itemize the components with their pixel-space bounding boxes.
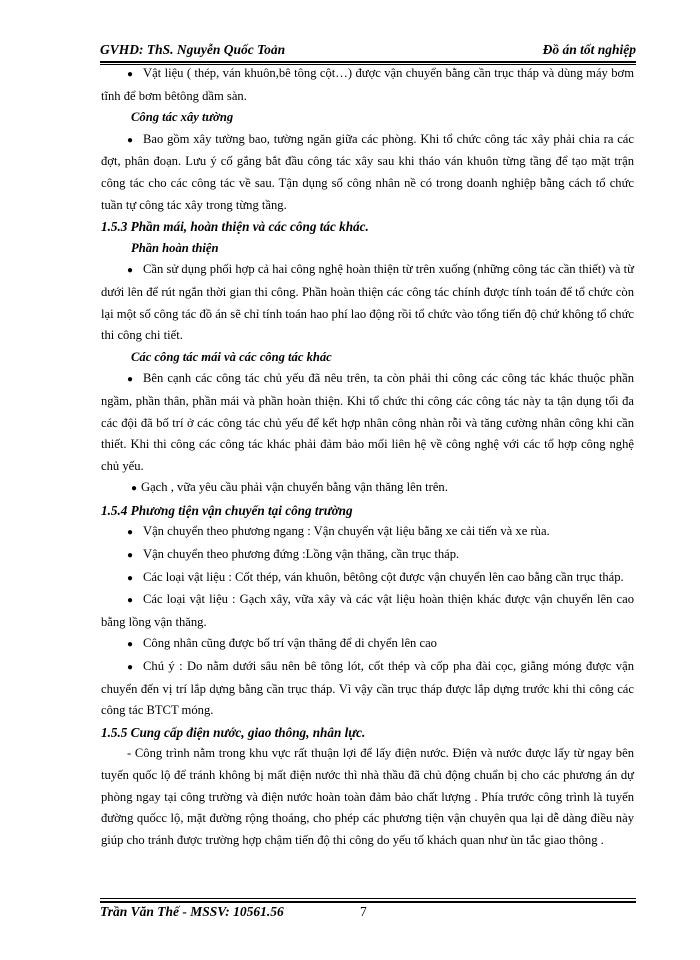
paragraph: ● Chú ý : Do nằm dưới sâu nên bê tông lót, cốt thép và cốp pha đài cọc, giằng móng được vận chuyển đến vị trí lắp dựng bằng cần trục tháp. Vì vậy cần trục tháp được lắp dựng trước khi thi công các công tác BTCT móng.: [101, 659, 634, 718]
paragraph: ● Công nhân cũng được bố trí vận thăng để di chyển lên cao: [101, 633, 634, 656]
bullet-icon: ●: [127, 69, 134, 80]
subheading: Phần hoàn thiện: [131, 240, 219, 255]
bullet-icon: ●: [127, 374, 134, 386]
document-body: [101, 63, 634, 851]
paragraph: ● Bên cạnh các công tác chủ yếu đã nêu trên, ta còn phải thi công các công tác khác thuộc phần ngầm, phần thân, phần mái và phần hoàn thiện. Khi tổ chức thi công các công tác này ta tận dụng tối đa các đội đã bố trí ở các công tác chủ yếu để kết hợp nhân công nhàn rỗi và tăng cường nhân công khi cần thiết. Khi thi công các công tác khác phải đảm bảo mối liên hệ về công nghệ với các tổ hợp công nghệ chủ yếu.: [101, 371, 634, 473]
section-heading: 1.5.5 Cung cấp điện nước, giao thông, nhân lực.: [101, 724, 366, 740]
page-header: [100, 42, 636, 62]
page-footer: [100, 904, 636, 924]
bullet-icon: ●: [127, 639, 134, 651]
paragraph: ● Vật liệu ( thép, ván khuôn,bê tông cột…) được vận chuyển bằng cần trục tháp và dùng máy bơm tĩnh để bơm bêtông dầm sàn.: [101, 66, 634, 103]
paragraph: ● Vận chuyển theo phương ngang : Vận chuyển vật liệu bằng xe cải tiến và xe rùa.: [101, 521, 634, 544]
subheading: Công tác xây tường: [131, 110, 234, 125]
paragraph: ● Các loại vật liệu : Cốt thép, ván khuôn, bêtông cột được vận chuyển lên cao bằng cần trục tháp.: [101, 567, 634, 590]
bullet-icon: ●: [127, 572, 134, 584]
paragraph: ● Các loại vật liệu : Gạch xây, vữa xây và các vật liệu hoàn thiện khác được vận chuyển lên cao bằng lồng vận thăng.: [101, 592, 634, 629]
paragraph: ● Vận chuyển theo phương đứng :Lồng vận thăng, cần trục tháp.: [101, 544, 634, 567]
header-supervisor: GVHD: ThS. Nguyễn Quốc Toản: [100, 42, 286, 57]
bullet-icon: ●: [127, 662, 134, 674]
bullet-icon: ●: [127, 595, 134, 607]
paragraph: ● Gạch , vữa yêu cầu phải vận chuyển bằng vận thăng lên trên.: [101, 477, 634, 500]
footer-rule-thin: [100, 898, 636, 899]
bullet-icon: ●: [127, 550, 134, 562]
footer-rule-thick: [100, 901, 636, 903]
paragraph: - Công trình nằm trong khu vực rất thuận lợi để lấy điện nước. Điện và nước được lấy từ ngay bên tuyến quốc lộ để tránh không bị mất điện nước thì nhà thầu đã chủ động chuẩn bị cho các phương án dự phòng ngay tại công trường và điện nước hoàn toàn đảm bảo chất lượng . Phía trước công trình là tuyến đường quốcc lộ, mặt đường rộng thoáng, cho phép các phương tiện vận chuyên qua lại dễ dàng điều này giúp cho tránh được trường hợp chậm tiến độ thi công do yếu tố khách quan như ùn tắc giao thông .: [101, 746, 634, 847]
bullet-icon: ●: [127, 527, 134, 539]
page-number: 7: [360, 904, 367, 919]
header-doc-title: Đồ án tốt nghiệp: [542, 42, 636, 57]
footer-author: Trần Văn Thế - MSSV: 10561.56: [100, 904, 284, 919]
bullet-icon: ●: [131, 483, 138, 495]
section-heading: 1.5.3 Phần mái, hoàn thiện và các công tác khác.: [101, 219, 369, 235]
paragraph: ● Bao gồm xây tường bao, tường ngăn giữa các phòng. Khi tổ chức công tác xây phải chia ra các đợt, phân đoạn. Lưu ý cố gắng bắt đầu công tác xây sau khi tháo ván khuôn từng tầng để tạo mặt trận công tác cho các công tác về sau. Tận dụng số công nhân nề có trong doanh nghiệp bằng cách tổ chức tuần tự công tác xây trong từng tầng.: [101, 131, 634, 212]
bullet-icon: ●: [127, 134, 134, 146]
section-heading: 1.5.4 Phương tiện vận chuyển tại công trường: [101, 502, 353, 518]
subheading: Các công tác mái và các công tác khác: [131, 349, 332, 364]
paragraph: ● Cần sử dụng phối hợp cả hai công nghệ hoàn thiện từ trên xuống (những công tác cần thiết) và từ dưới lên để rút ngắn thời gian thi công. Phần hoàn thiện các công tác chính được tính toán để tổ chức còn lại một số công tác đồ án sẽ chỉ tính toán hao phí lao động rồi tổ chức vào tổng tiến độ chứ không tổ chức thi công chi tiết.: [101, 262, 634, 343]
bullet-icon: ●: [127, 265, 134, 277]
